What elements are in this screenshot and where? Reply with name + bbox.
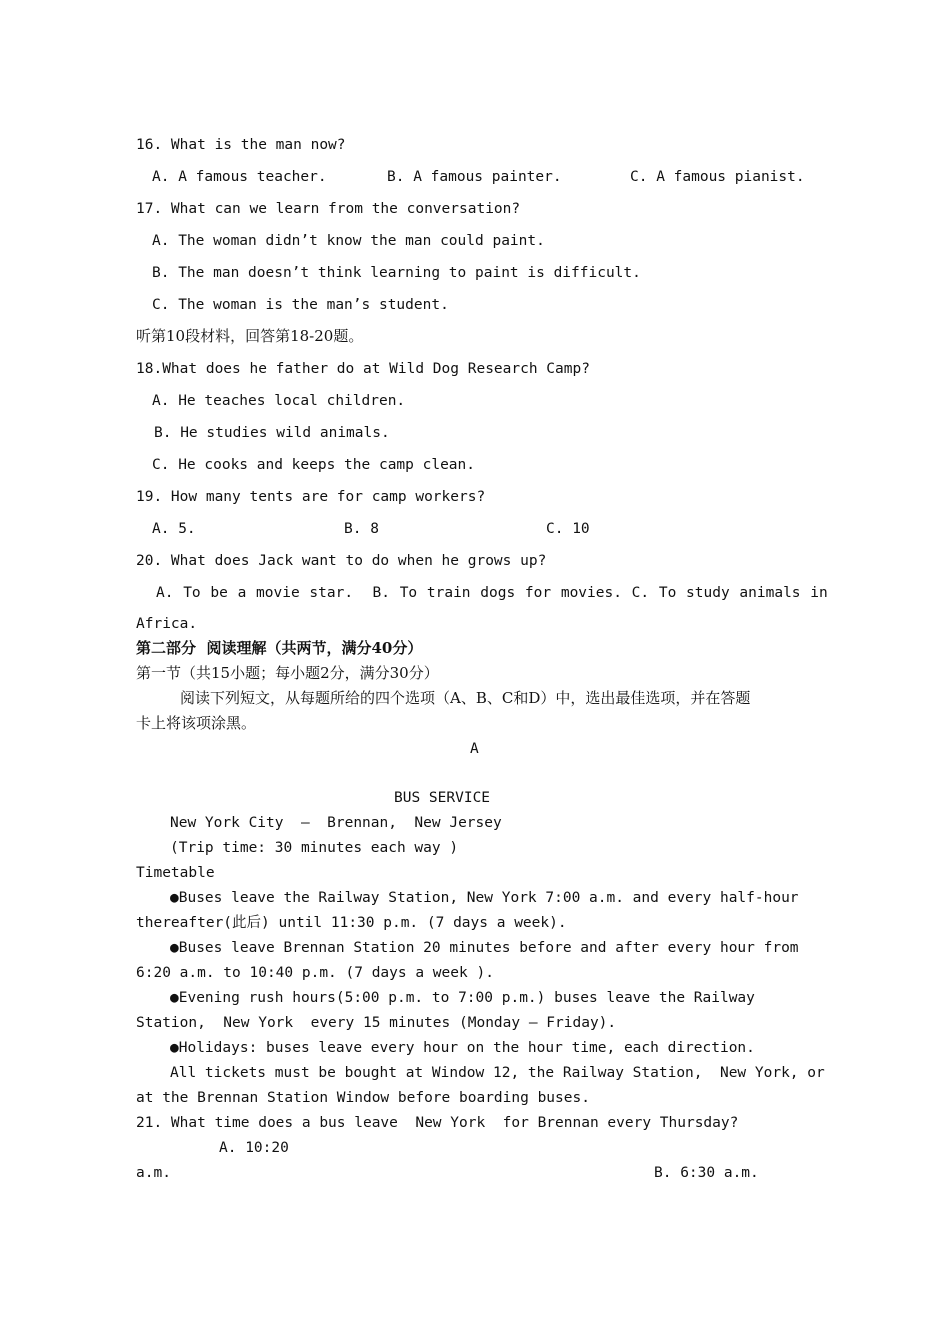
q21-option-a: A. 10:20 bbox=[219, 1140, 289, 1156]
notice-tickets-line2: at the Brennan Station Window before boarding buses. bbox=[136, 1090, 590, 1106]
notice-bullet1-line1: ●Buses leave the Railway Station, New York 7:00 a.m. and every half-hour bbox=[170, 890, 799, 906]
q16-option-c: C. A famous pianist. bbox=[630, 169, 805, 185]
notice-bullet3-line2: Station, New York every 15 minutes (Monday — Friday). bbox=[136, 1015, 617, 1031]
q21-stem: 21. What time does a bus leave New York for Brennan every Thursday? bbox=[136, 1115, 739, 1131]
q19-option-c: C. 10 bbox=[546, 521, 590, 537]
q19-option-a: A. 5. bbox=[152, 521, 196, 537]
notice-title: BUS SERVICE bbox=[394, 790, 491, 806]
q16-option-b: B. A famous painter. bbox=[387, 169, 562, 185]
notice-bullet2-line2: 6:20 a.m. to 10:40 p.m. (7 days a week ). bbox=[136, 965, 494, 981]
part2-heading: 第二部分 阅读理解（共两节，满分40分） bbox=[136, 639, 423, 657]
q18-option-a: A. He teaches local children. bbox=[152, 393, 406, 409]
section10-instruction: 听第10段材料，回答第18-20题。 bbox=[136, 327, 364, 345]
q18-option-b: B. He studies wild animals. bbox=[154, 425, 390, 441]
notice-trip-time: (Trip time: 30 minutes each way ) bbox=[170, 840, 459, 856]
q18-stem: 18.What does he father do at Wild Dog Research Camp? bbox=[136, 361, 590, 377]
q17-stem: 17. What can we learn from the conversation? bbox=[136, 201, 521, 217]
q16-option-a: A. A famous teacher. bbox=[152, 169, 327, 185]
notice-bullet1-line2: thereafter(此后) until 11:30 p.m. (7 days a week). bbox=[136, 915, 567, 931]
q19-option-b: B. 8 bbox=[344, 521, 379, 537]
notice-bullet3-line1: ●Evening rush hours(5:00 p.m. to 7:00 p.m.) buses leave the Railway bbox=[170, 990, 755, 1006]
q21-option-a-cont: a.m. bbox=[136, 1165, 171, 1181]
notice-bullet2-line1: ●Buses leave Brennan Station 20 minutes before and after every hour from bbox=[170, 940, 799, 956]
q19-stem: 19. How many tents are for camp workers? bbox=[136, 489, 486, 505]
q17-option-b: B. The man doesn’t think learning to paint is difficult. bbox=[152, 265, 641, 281]
part2-instruction-line1: 阅读下列短文，从每题所给的四个选项（A、B、C和D）中，选出最佳选项，并在答题 bbox=[180, 689, 751, 707]
passage-letter: A bbox=[470, 741, 479, 757]
notice-tickets-line1: All tickets must be bought at Window 12, the Railway Station, New York, or bbox=[170, 1065, 825, 1081]
q16-stem: 16. What is the man now? bbox=[136, 137, 346, 153]
notice-timetable-label: Timetable bbox=[136, 865, 215, 881]
q20-stem: 20. What does Jack want to do when he grows up? bbox=[136, 553, 547, 569]
q17-option-c: C. The woman is the man’s student. bbox=[152, 297, 449, 313]
q21-option-b: B. 6:30 a.m. bbox=[654, 1165, 759, 1181]
q17-option-a: A. The woman didn’t know the man could paint. bbox=[152, 233, 545, 249]
part2-instruction-line2: 卡上将该项涂黑。 bbox=[136, 714, 257, 732]
part2-subheading: 第一节（共15小题；每小题2分，满分30分） bbox=[136, 664, 439, 682]
q20-options-line1: A. To be a movie star. B. To train dogs for movies. C. To study animals in bbox=[156, 585, 828, 601]
notice-route: New York City — Brennan, New Jersey bbox=[170, 815, 502, 831]
notice-bullet4: ●Holidays: buses leave every hour on the hour time, each direction. bbox=[170, 1040, 755, 1056]
q18-option-c: C. He cooks and keeps the camp clean. bbox=[152, 457, 476, 473]
q20-options-line2: Africa. bbox=[136, 616, 198, 632]
